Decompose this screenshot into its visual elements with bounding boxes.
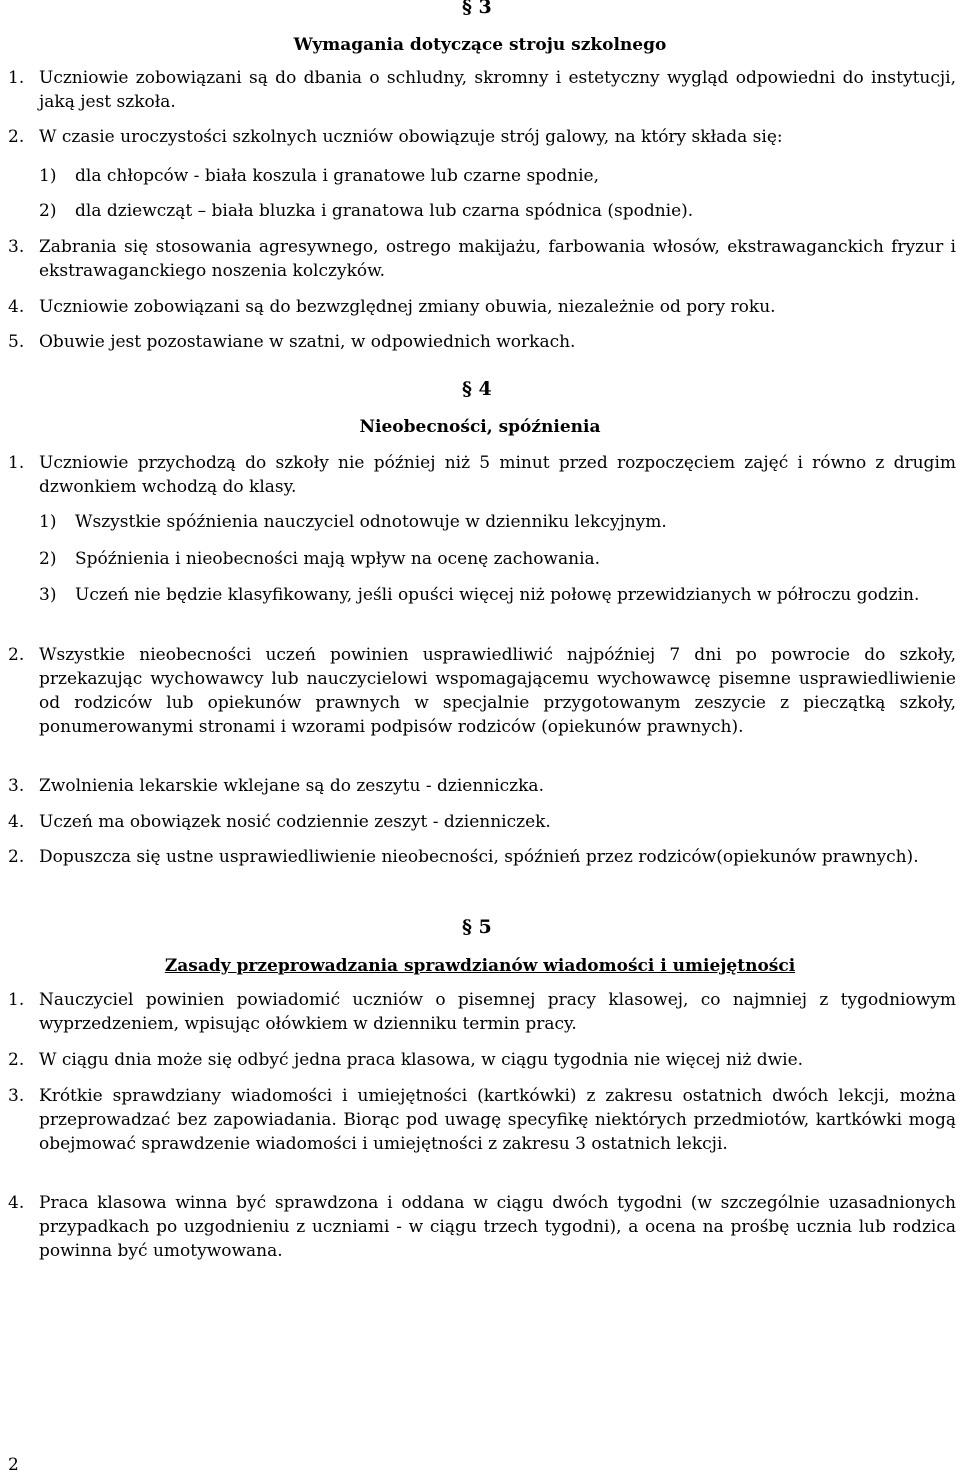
section-5-title (0, 954, 960, 978)
list-number: 2. (8, 1050, 25, 1070)
list-number: 3) (39, 585, 57, 605)
list-text: Nauczyciel powinien powiadomić uczniów o pisemnej pracy klasowej, co najmniej z tygodniowym wyprzedzeniem, wpisując ołówkiem w dzienniku termin pracy. (39, 990, 956, 1034)
list-text: Wszystkie nieobecności uczeń powinien usprawiedliwić najpóźniej 7 dni po powrocie do szkoły, przekazując wychowawcy lub nauczycielowi wspomagającemu wychowawcę pisemne usprawiedliwienie od rodziców lub opiekunów prawnych w specjalnie przygotowanym zeszycie z pieczątką szkoły, ponumerowanymi stronami i wzorami podpisów rodziców (opiekunów prawnych). (39, 645, 956, 737)
list-text: Wszystkie spóźnienia nauczyciel odnotowuje w dzienniku lekcyjnym. (75, 512, 667, 532)
s4-item-2 (8, 643, 956, 739)
list-number: 1) (39, 512, 57, 532)
list-number: 5. (8, 332, 25, 352)
list-number: 2. (8, 645, 25, 665)
section-4-title (0, 415, 960, 439)
list-text: Praca klasowa winna być sprawdzona i oddana w ciągu dwóch tygodni (w szczególnie uzasadnionych przypadkach po uzgodnieniu z uczniami - w ciągu trzech tygodni), a ocena na prośbę ucznia lub rodzica powinna być umotywowana. (39, 1193, 956, 1261)
section-4-title-text: Nieobecności, spóźnienia (359, 417, 601, 437)
list-text: Dopuszcza się ustne usprawiedliwienie nieobecności, spóźnień przez rodziców(opiekunów prawnych). (39, 847, 919, 867)
list-text: dla dziewcząt – biała bluzka i granatowa lub czarna spódnica (spodnie). (75, 201, 694, 221)
list-number: 3. (8, 1086, 25, 1106)
list-number: 3. (8, 237, 25, 257)
page-number: 2 (8, 1455, 19, 1475)
s4-item-4 (8, 810, 956, 834)
s3-item-5 (8, 330, 956, 354)
s4-item-1 (8, 451, 956, 499)
s3-subitem-1 (39, 164, 956, 188)
s3-item-2 (8, 125, 956, 149)
list-number: 1. (8, 453, 25, 473)
section-3-mark: § 3 (462, 0, 492, 18)
s4-subitem-3 (39, 583, 956, 607)
list-text: Zabrania się stosowania agresywnego, ostrego makijażu, farbowania włosów, ekstrawaganckich fryzur i ekstrawaganckiego noszenia kolczyków. (39, 237, 956, 281)
list-text: Uczniowie zobowiązani są do dbania o schludny, skromny i estetyczny wygląd odpowiedni do instytucji, jaką jest szkoła. (39, 68, 956, 112)
list-text: Zwolnienia lekarskie wklejane są do zeszytu - dzienniczka. (39, 776, 544, 796)
list-number: 4. (8, 1193, 25, 1213)
list-number: 2) (39, 201, 57, 221)
list-text: Uczeń ma obowiązek nosić codziennie zeszyt - dzienniczek. (39, 812, 551, 832)
section-3-title-text: Wymagania dotyczące stroju szkolnego (293, 35, 667, 55)
list-number: 1) (39, 166, 57, 186)
list-text: Uczniowie przychodzą do szkoły nie później niż 5 minut przed rozpoczęciem zajęć i równo z drugim dzwonkiem wchodzą do klasy. (39, 453, 956, 497)
s5-item-4 (8, 1191, 956, 1263)
list-text: dla chłopców - biała koszula i granatowe lub czarne spodnie, (75, 166, 600, 186)
list-text: Krótkie sprawdziany wiadomości i umiejętności (kartkówki) z zakresu ostatnich dwóch lekcji, można przeprowadzać bez zapowiadania. Biorąc pod uwagę specyfikę niektórych przedmiotów, kartkówki mogą obejmować sprawdzenie wiadomości i umiejętności z zakresu 3 ostatnich lekcji. (39, 1086, 956, 1154)
s4-item-3 (8, 774, 956, 798)
s5-item-1 (8, 988, 956, 1036)
list-number: 1. (8, 990, 25, 1010)
list-text: Spóźnienia i nieobecności mają wpływ na ocenę zachowania. (75, 549, 601, 569)
s3-subitem-2 (39, 199, 956, 223)
list-text: Uczniowie zobowiązani są do bezwzględnej zmiany obuwia, niezależnie od pory roku. (39, 297, 776, 317)
list-text: W czasie uroczystości szkolnych uczniów obowiązuje strój galowy, na który składa się: (39, 127, 783, 147)
list-number: 4. (8, 297, 25, 317)
section-5-title-text: Zasady przeprowadzania sprawdzianów wiadomości i umiejętności (164, 956, 796, 976)
list-number: 3. (8, 776, 25, 796)
list-text: Obuwie jest pozostawiane w szatni, w odpowiednich workach. (39, 332, 576, 352)
s4-subitem-1 (39, 510, 956, 534)
s4-item-5 (8, 845, 956, 869)
s5-item-3 (8, 1084, 956, 1156)
list-number: 4. (8, 812, 25, 832)
list-text: W ciągu dnia może się odbyć jedna praca klasowa, w ciągu tygodnia nie więcej niż dwie. (39, 1050, 804, 1070)
s4-subitem-2 (39, 547, 956, 571)
s3-item-3 (8, 235, 956, 283)
s5-item-2 (8, 1048, 956, 1072)
list-number: 1. (8, 68, 25, 88)
s3-item-4 (8, 295, 956, 319)
list-text: Uczeń nie będzie klasyfikowany, jeśli opuści więcej niż połowę przewidzianych w półroczu godzin. (75, 585, 920, 605)
list-number: 2) (39, 549, 57, 569)
section-3-title (0, 33, 960, 57)
section-4-mark: § 4 (462, 378, 492, 400)
section-5-mark: § 5 (462, 916, 492, 938)
list-number: 2. (8, 847, 25, 867)
s3-item-1 (8, 66, 956, 114)
list-number: 2. (8, 127, 25, 147)
